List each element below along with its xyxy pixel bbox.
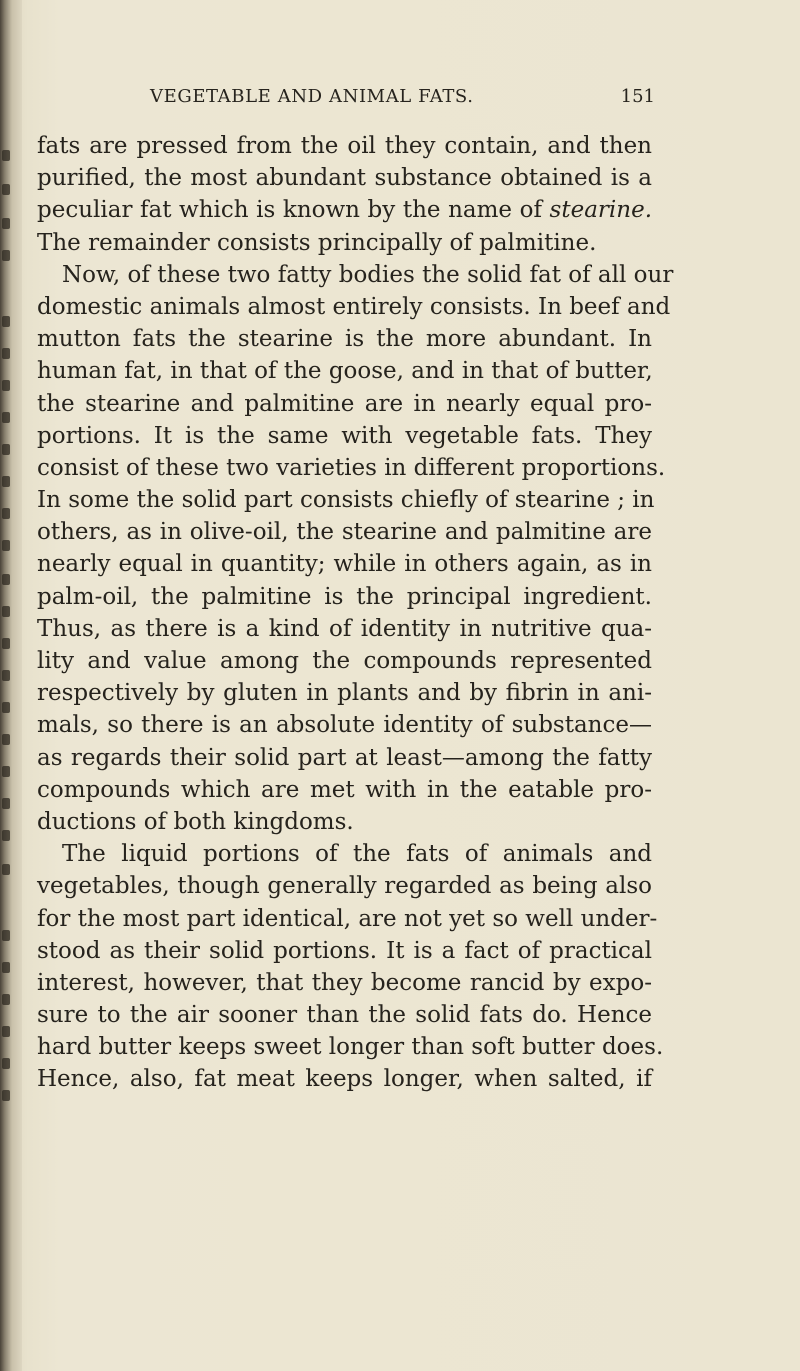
text-line: sure to the air sooner than the solid fats do. Hence: [37, 1002, 652, 1029]
text-segment: peculiar fat which is known by the name of: [37, 197, 542, 224]
gutter-mark: [2, 574, 10, 585]
gutter-mark: [2, 930, 10, 941]
gutter-mark: [2, 1058, 10, 1069]
text-line: portions. It is the same with vegetable fats. They: [37, 422, 652, 449]
text-line: consist of these two varieties in different proportions.: [37, 454, 666, 481]
text-line: The liquid portions of the fats of animals and: [62, 841, 652, 868]
text-line: domestic animals almost entirely consists. In beef and: [37, 293, 671, 320]
text-line: hard butter keeps sweet longer than soft butter does.: [37, 1034, 664, 1061]
text-line: mals, so there is an absolute identity of substance—: [37, 712, 652, 739]
text-line: Thus, as there is a kind of identity in nutritive qua-: [37, 615, 652, 642]
gutter-mark: [2, 316, 10, 327]
gutter-mark: [2, 348, 10, 359]
text-line: respectively by gluten in plants and by fibrin in ani-: [37, 680, 652, 707]
text-line: human fat, in that of the goose, and in that of butter,: [37, 358, 653, 385]
text-line: interest, however, that they become rancid by expo-: [37, 969, 652, 996]
running-head-title: VEGETABLE AND ANIMAL FATS.: [150, 86, 474, 107]
text-line: others, as in olive-oil, the stearine and palmitine are: [37, 519, 652, 546]
text-line: purified, the most abundant substance obtained is a: [37, 165, 652, 192]
text-line: The remainder consists principally of palmitine.: [37, 229, 597, 256]
text-line: palm-oil, the palmitine is the principal ingredient.: [37, 583, 652, 610]
body-text: [37, 130, 674, 1096]
gutter-mark: [2, 962, 10, 973]
text-line: [37, 194, 652, 226]
gutter-mark: [2, 412, 10, 423]
gutter-mark: [2, 702, 10, 713]
gutter-mark: [2, 766, 10, 777]
gutter-mark: [2, 1026, 10, 1037]
gutter-mark: [2, 380, 10, 391]
gutter-mark: [2, 1090, 10, 1101]
gutter-mark: [2, 734, 10, 745]
text-line: In some the solid part consists chiefly of stearine ; in: [37, 487, 655, 514]
gutter-mark: [2, 798, 10, 809]
gutter-mark: [2, 218, 10, 229]
italic-term: stearine.: [549, 197, 653, 224]
gutter-mark: [2, 476, 10, 487]
page-gutter-edge: [0, 0, 22, 1371]
gutter-mark: [2, 444, 10, 455]
text-line: compounds which are met with in the eatable pro-: [37, 776, 652, 803]
text-line: Now, of these two fatty bodies the solid fat of all our: [62, 261, 674, 288]
text-line: stood as their solid portions. It is a fact of practical: [37, 937, 652, 964]
gutter-mark: [2, 508, 10, 519]
gutter-mark: [2, 994, 10, 1005]
text-line: lity and value among the compounds represented: [37, 648, 652, 674]
text-line: fats are pressed from the oil they contain, and then: [37, 133, 652, 159]
gutter-mark: [2, 606, 10, 617]
running-head: [150, 86, 655, 110]
text-line: the stearine and palmitine are in nearly equal pro-: [37, 390, 652, 417]
text-line: vegetables, though generally regarded as being also: [37, 873, 652, 900]
gutter-mark: [2, 184, 10, 195]
text-line: as regards their solid part at least—among the fatty: [37, 744, 652, 771]
gutter-mark: [2, 150, 10, 161]
gutter-mark: [2, 670, 10, 681]
gutter-mark: [2, 638, 10, 649]
gutter-mark: [2, 250, 10, 261]
text-line: for the most part identical, are not yet so well under-: [37, 905, 658, 932]
text-line: nearly equal in quantity; while in others again, as in: [37, 551, 652, 578]
gutter-mark: [2, 830, 10, 841]
text-line: mutton fats the stearine is the more abundant. In: [37, 326, 652, 353]
gutter-mark: [2, 864, 10, 875]
gutter-mark: [2, 540, 10, 551]
text-line: ductions of both kingdoms.: [37, 808, 354, 835]
text-line: Hence, also, fat meat keeps longer, when salted, if: [37, 1066, 652, 1093]
page-number: 151: [620, 86, 655, 107]
